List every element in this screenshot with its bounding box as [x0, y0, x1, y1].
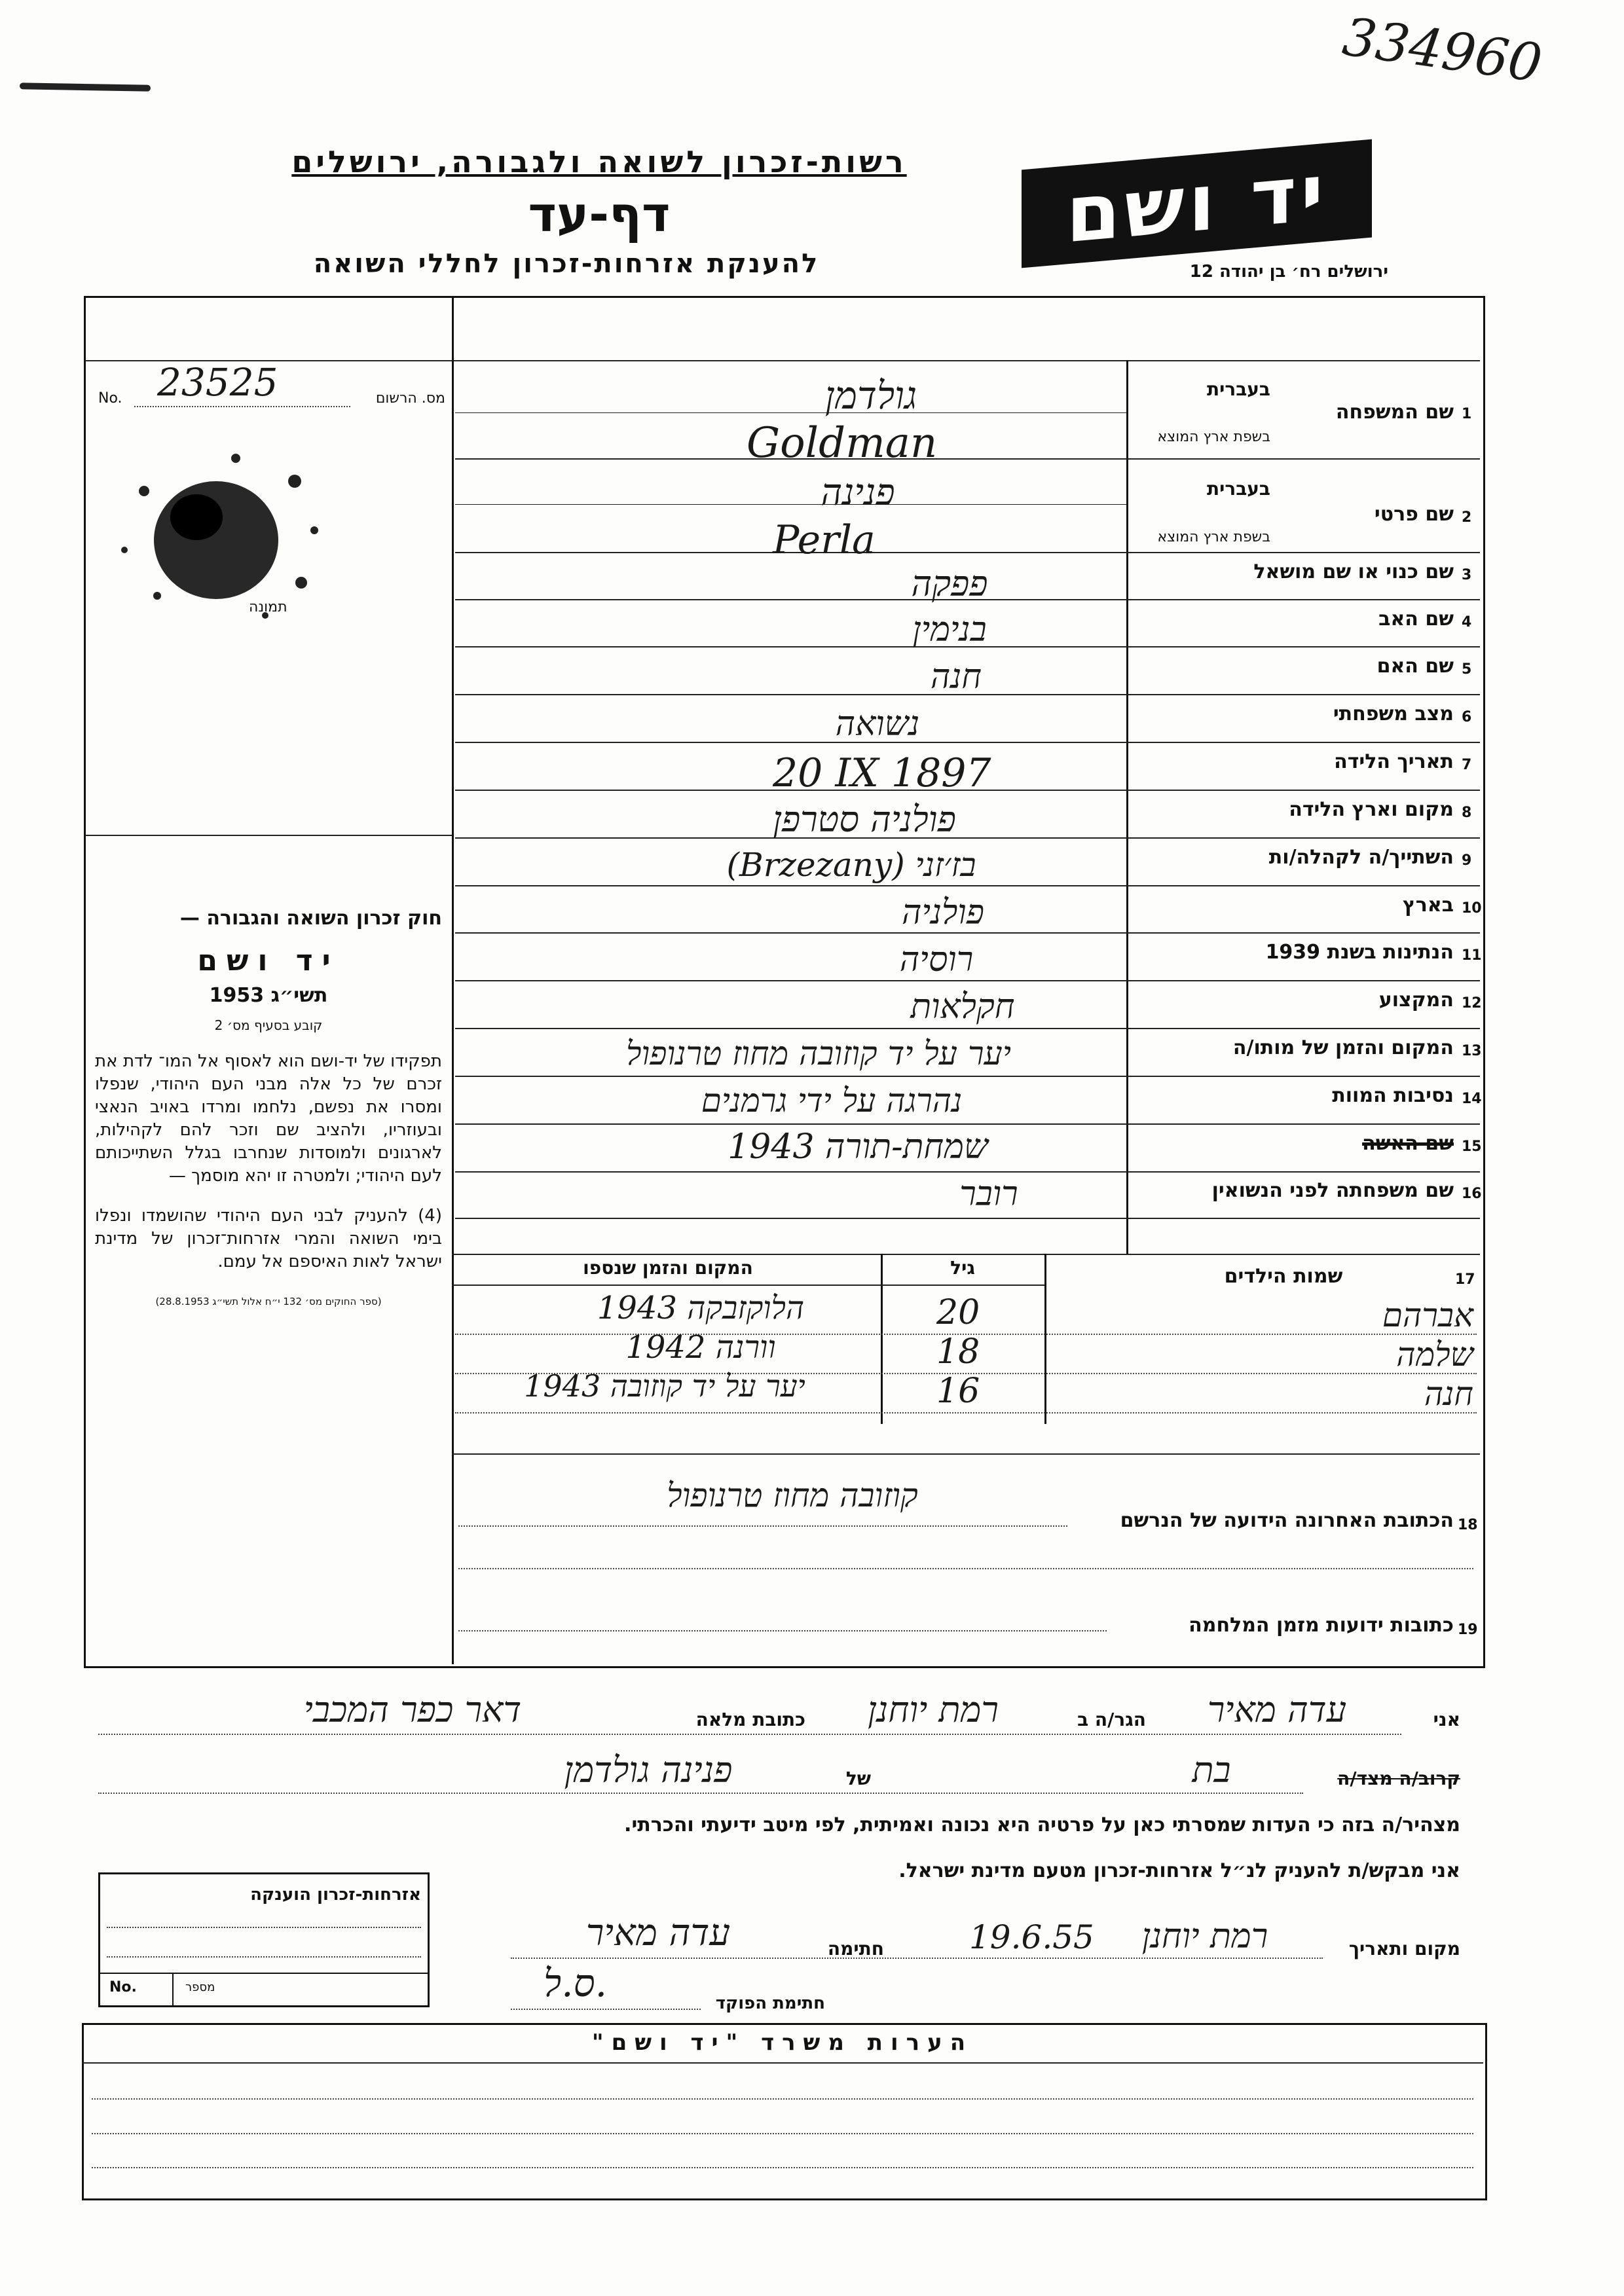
officer-signature-label: חתימת הפוקד	[715, 1994, 825, 2013]
field-label-marital-status: מצב משפחתי	[1333, 702, 1454, 725]
child-place: וורנה 1942	[625, 1329, 776, 1366]
field-value-profession: חקלאות	[910, 987, 1015, 1027]
field-value-family-name: גולדמן	[824, 373, 917, 418]
field-number: 4	[1462, 614, 1472, 630]
photo-area	[98, 419, 439, 838]
law-clause-ref: קובע בסעיף מס׳ 2	[214, 1017, 323, 1033]
top-inner-line	[85, 360, 1480, 361]
authority-name: רשות-זכרון לשואה ולגבורה, ירושלים	[291, 144, 907, 179]
declarant-name: עדה מאיר	[1207, 1689, 1347, 1730]
child-name: אברהם	[1382, 1296, 1473, 1334]
left-column-divider	[452, 296, 454, 1664]
value-line	[455, 1076, 1126, 1077]
row-line	[1126, 1171, 1480, 1173]
declaration-of-label: של	[845, 1768, 871, 1789]
value-line	[455, 932, 1126, 934]
field-number: 14	[1462, 1091, 1482, 1107]
signature-line	[511, 1958, 1323, 1959]
row-line	[1126, 742, 1480, 743]
field-number: 8	[1462, 805, 1472, 821]
children-table-bottom	[452, 1453, 1480, 1455]
citizenship-box	[98, 1872, 430, 2007]
notes-line	[92, 2167, 1473, 2168]
field-number: 19	[1458, 1622, 1478, 1638]
field-number: 13	[1462, 1043, 1482, 1059]
declaration-statement-2: אני מבקש/ת להעניק לנ״ל אזרחות-זכרון מטעם מדינת ישראל.	[898, 1859, 1460, 1882]
child-place: יער על יד קוזובה 1943	[524, 1368, 805, 1404]
citizenship-box-no-label: No.	[109, 1979, 137, 1995]
address-line	[458, 1568, 1473, 1569]
field-label-family-name: שם המשפחה	[1335, 401, 1454, 424]
field-label-war-addresses: כתובות ידועות מזמן המלחמה	[1189, 1614, 1454, 1637]
declarant-residence: רמת יוחנן	[868, 1689, 999, 1730]
law-title: חוק זכרון השואה והגבורה —	[179, 907, 442, 930]
child-name: חנה	[1424, 1375, 1473, 1413]
value-line	[455, 1028, 1126, 1029]
form-title: דף-עד	[528, 187, 671, 243]
child-name: שלמה	[1396, 1336, 1473, 1374]
registration-number-line	[134, 406, 350, 407]
field-sub-hebrew: בעברית	[1206, 378, 1270, 400]
notes-title-line	[82, 2062, 1483, 2064]
children-header-line	[452, 1254, 1480, 1255]
registration-label: מס. הרשום	[375, 390, 445, 407]
declaration-relative-label: קרוב/ה מצד/ה	[1337, 1768, 1460, 1789]
field-number: 7	[1462, 757, 1472, 773]
photo-label: תמונה	[249, 599, 287, 615]
field-label-nickname: שם כנוי או שם מושאל	[1253, 560, 1454, 583]
field-number: 6	[1462, 709, 1472, 725]
notes-title: הערות משרד "יד ושם"	[591, 2030, 974, 2056]
field-label-birth-place: מקום וארץ הלידה	[1289, 798, 1454, 821]
declarant-relation: בת	[1192, 1749, 1231, 1791]
children-col-place: המקום והזמן שנספו	[583, 1257, 753, 1279]
field-value-community: בז׳זני (Brzezany)	[726, 846, 976, 884]
field-value-country: פולניה	[902, 893, 984, 932]
children-col-divider	[1044, 1254, 1046, 1424]
field-value-death-circumstances: נהרגה על ידי גרמנים	[701, 1082, 963, 1120]
child-age: 20	[936, 1293, 980, 1332]
field-number: 5	[1462, 661, 1472, 678]
law-name: יד ושם	[197, 944, 340, 977]
header-address: ירושלים רח׳ בן יהודה 12	[1189, 262, 1388, 282]
law-citation: (ספר החוקים מס׳ 132 י״ח אלול תשי״ג 28.8.1953)	[155, 1296, 382, 1307]
field-value-last-address: קוזובה מחוז טרנופול	[667, 1476, 918, 1514]
registration-no-label: No.	[98, 390, 122, 407]
child-age: 18	[936, 1332, 980, 1372]
place-date-label: מקום ותאריך	[1348, 1938, 1460, 1959]
children-col-age: גיל	[950, 1257, 975, 1279]
field-value-marital-status: נשואה	[835, 704, 920, 744]
field-sub-hebrew: בעברית	[1206, 478, 1270, 500]
field-number: 16	[1462, 1186, 1482, 1202]
children-header-underline	[452, 1285, 1044, 1286]
declarant-signature: עדה מאיר	[585, 1912, 731, 1954]
row-line	[1126, 694, 1480, 695]
value-line	[455, 1123, 1126, 1125]
field-value-first-name-latin: Perla	[773, 517, 876, 563]
victim-name-declaration: פנינה גולדמן	[564, 1749, 733, 1791]
field-label-first-name: שם פרטי	[1374, 503, 1454, 526]
declaration-line	[98, 1734, 1401, 1735]
pen-mark	[20, 82, 151, 91]
field-number: 2	[1462, 509, 1472, 526]
declarant-address: דאר כפר המכבי	[303, 1689, 522, 1730]
declaration-line	[98, 1793, 1303, 1794]
field-value-family-name-latin: Goldman	[747, 419, 938, 467]
field-value-citizenship-1939: רוסיה	[899, 940, 974, 979]
address-line	[458, 1630, 1107, 1631]
row-line	[1126, 458, 1480, 460]
field-label-father: שם האב	[1378, 608, 1454, 630]
field-value-death-place-time: יער על יד קוזובה מחוז טרנופול	[626, 1034, 1011, 1072]
field-number: 15	[1462, 1139, 1482, 1155]
declaration-date: 19.6.55	[969, 1918, 1094, 1956]
children-col-divider	[881, 1254, 883, 1424]
form-subtitle: להענקת אזרחות-זכרון לחללי השואה	[313, 249, 820, 279]
field-label-citizenship-1939: הנתינות בשנת 1939	[1265, 941, 1454, 964]
field-number: 11	[1462, 947, 1482, 964]
law-excerpt	[95, 907, 442, 1307]
declaration-place: רמת יוחנן	[1141, 1917, 1268, 1956]
field-sub-origin: בשפת ארץ המוצא	[1157, 529, 1270, 545]
field-label-profession: המקצוע	[1378, 989, 1454, 1011]
row-line	[1126, 790, 1480, 791]
value-line	[455, 885, 1126, 886]
declaration-i-label: אני	[1433, 1709, 1460, 1730]
row-line	[1126, 1076, 1480, 1077]
law-text-2: (4) להעניק לבני העם היהודי שהושמדו ונפלו בימי השואה והמרי אזרחות־זכרון של מדינת ישראל לאות האיספם אל עמם.	[95, 1206, 442, 1271]
field-number: 10	[1462, 900, 1482, 917]
row-line	[1126, 1028, 1480, 1029]
address-line	[458, 1525, 1067, 1527]
field-label-mother: שם האם	[1376, 655, 1454, 678]
field-value-nickname: פפקה	[911, 563, 988, 604]
field-label-last-address: הכתובת האחרונה הידועה של הנרשם	[1120, 1509, 1454, 1532]
notes-line	[92, 2133, 1473, 2134]
field-value-birth-date: 20 IX 1897	[773, 750, 991, 796]
child-place: הלוקזבקה 1943	[597, 1290, 805, 1326]
children-col-names: שמות הילדים	[1224, 1265, 1343, 1288]
field-label-death-place-time: המקום והזמן של מותו/ה	[1232, 1036, 1454, 1059]
field-number: 12	[1462, 995, 1482, 1011]
value-line	[455, 980, 1126, 981]
field-number: 18	[1458, 1517, 1478, 1533]
row-line	[1126, 932, 1480, 934]
row-line	[1126, 980, 1480, 981]
archive-number: 334960	[1339, 6, 1546, 94]
field-label-birth-date: תאריך הלידה	[1334, 750, 1454, 773]
notes-line	[92, 2098, 1473, 2100]
field-value-first-name: פנינה	[821, 471, 895, 514]
field-sub-origin: בשפת ארץ המוצא	[1157, 429, 1270, 445]
registration-number: 23525	[157, 360, 278, 405]
field-number: 1	[1462, 406, 1472, 422]
field-value-wife-name: שמחת-תורה 1943	[728, 1127, 988, 1167]
field-value-birth-place: פולניה סטרפן	[773, 799, 956, 840]
officer-signature-line	[511, 2009, 701, 2010]
officer-signature: ס.ל.	[544, 1961, 607, 2005]
declaration-resident-label: הגר/ה ב	[1077, 1709, 1146, 1730]
field-number: 3	[1462, 567, 1472, 583]
field-label-death-circumstances: נסיבות המוות	[1332, 1084, 1454, 1107]
row-line	[1126, 599, 1480, 600]
photo-separator	[85, 835, 452, 836]
field-number: 9	[1462, 852, 1472, 869]
row-line	[1126, 837, 1480, 839]
declaration-address-label: כתובת מלאה	[695, 1709, 805, 1730]
field-label-country: בארץ	[1402, 894, 1454, 917]
field-value-mother: חנה	[930, 657, 982, 697]
row-line	[1126, 646, 1480, 647]
declaration-statement-1: מצהיר/ה בזה כי העדות שמסרתי כאן על פרטיה היא נכונה ואמיתית, לפי מיטב ידיעתי והכרתי.	[624, 1813, 1460, 1836]
field-label-wife-name: שם האשה	[1362, 1132, 1454, 1155]
law-year: תשי״ג 1953	[209, 984, 328, 1007]
field-value-maiden-name: רובר	[959, 1175, 1018, 1214]
row-line	[1126, 552, 1480, 553]
citizenship-box-number-label: מספר	[185, 1980, 215, 1994]
label-column-divider	[1126, 360, 1128, 1254]
signature-label: חתימה	[827, 1938, 884, 1959]
field-label-maiden-name: שם משפחתה לפני הנשואין	[1211, 1179, 1454, 1202]
row-line	[1126, 885, 1480, 886]
row-line	[1126, 1123, 1480, 1125]
citizenship-box-title: אזרחות-זכרון הוענקה	[250, 1885, 421, 1904]
child-age: 16	[936, 1372, 980, 1411]
field-number: 17	[1455, 1271, 1475, 1288]
field-label-community: השתייך/ה לקהלה/ות	[1268, 846, 1454, 869]
value-line	[455, 1171, 1126, 1173]
row-line	[1126, 1218, 1480, 1219]
field-value-father: בנימין	[912, 610, 987, 649]
value-line	[455, 1218, 1126, 1219]
law-text-1: תפקידו של יד-ושם הוא לאסוף אל המו־ לדת את זכרם של כל אלה מבני העם היהודי, שנפלו ומסרו את נפשם, נלחמו ומרדו באויב הנאצי ובעוזריו, ולהציב שם וזכר להם לקהילות, לארגונים ולמוסדות שנחרבו בגלל השתייכותם לעם היהודי; ולמטרה זו יהא מוסמך —	[95, 1051, 442, 1186]
yad-vashem-logo: יד ושם	[1022, 139, 1372, 268]
